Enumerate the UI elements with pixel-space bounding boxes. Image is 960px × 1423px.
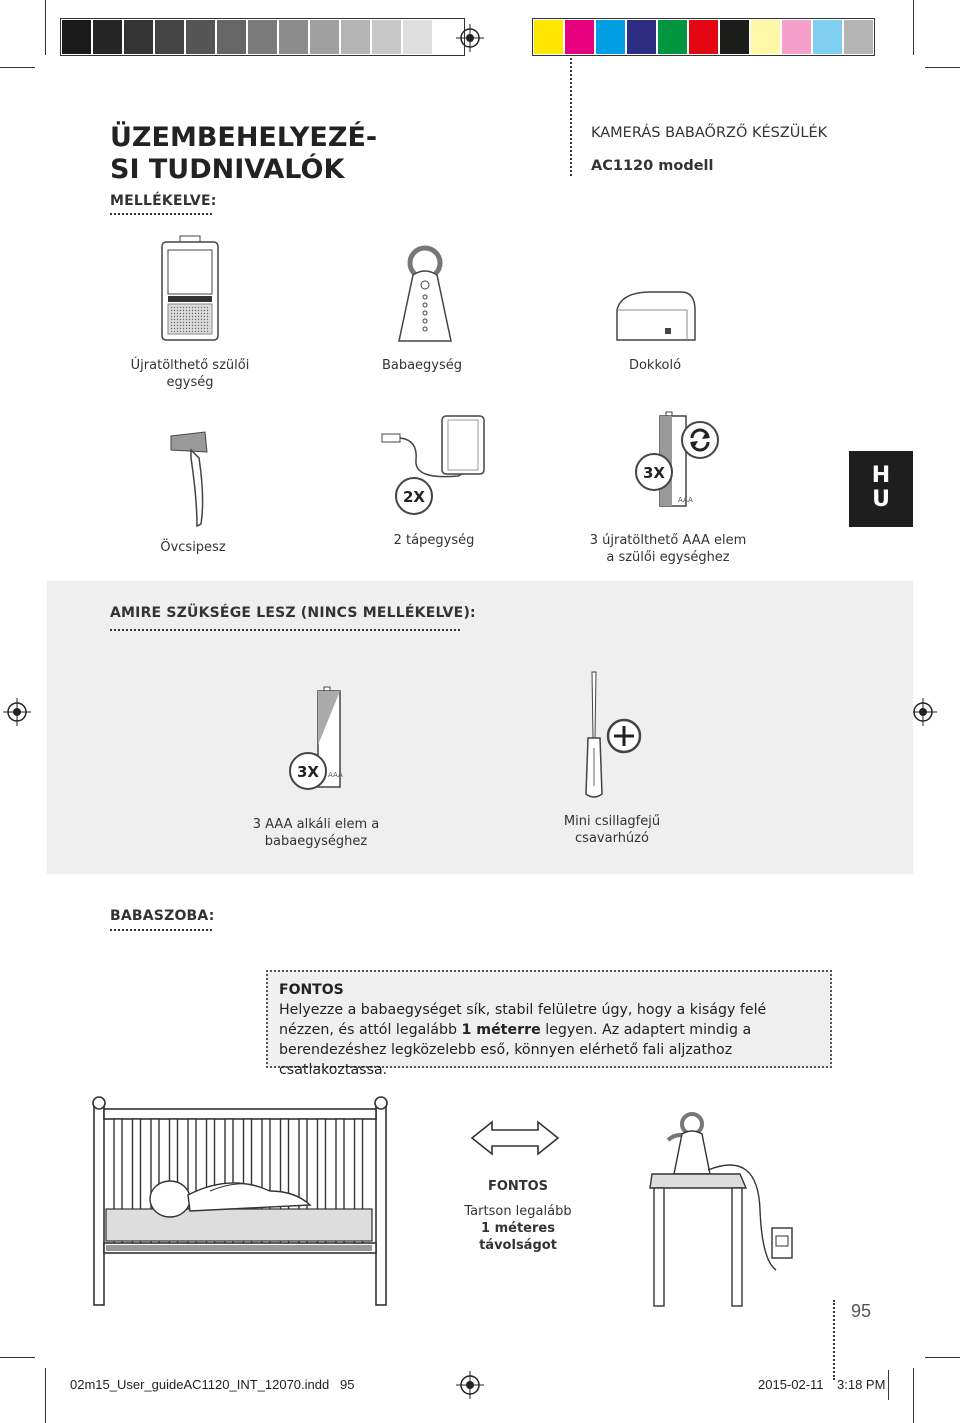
color-bar <box>532 18 875 56</box>
language-letter: U <box>872 487 890 512</box>
caption-line: Újratölthető szülői <box>130 358 250 373</box>
alkaline-battery-icon <box>284 685 356 799</box>
page-number: 95 <box>851 1301 872 1321</box>
distance-title: FONTOS <box>487 1179 549 1194</box>
quantity-badge: 3X <box>642 464 666 482</box>
item-caption <box>580 532 756 566</box>
needed-items-panel <box>47 581 913 874</box>
color-swatch <box>216 19 247 55</box>
important-notice <box>266 970 832 1078</box>
item-caption: Babaegység <box>381 358 463 373</box>
model-name: AC1120 modell <box>591 158 714 174</box>
color-swatch <box>688 19 719 55</box>
footer-date: 2015-02-11 <box>758 1377 824 1392</box>
crop-mark <box>925 67 960 68</box>
registration-target-icon <box>909 698 937 726</box>
heading-underline <box>110 929 212 931</box>
color-swatch <box>371 19 402 55</box>
crop-mark <box>925 1357 960 1358</box>
needed-heading: AMIRE SZÜKSÉGE LESZ (NINCS MELLÉKELVE): <box>110 605 476 621</box>
registration-target-icon <box>456 1371 484 1399</box>
color-swatch <box>154 19 185 55</box>
included-heading: MELLÉKELVE: <box>110 193 217 209</box>
page-vertical-rule <box>833 1300 835 1380</box>
color-swatch <box>402 19 433 55</box>
color-swatch <box>812 19 843 55</box>
color-swatch <box>781 19 812 55</box>
color-swatch <box>595 19 626 55</box>
notice-text: Helyezze a babaegységet sík, stabil felületre úgy, hogy a kiságy felé nézzen, és attól legalább <box>279 1002 767 1038</box>
registration-target-icon <box>456 24 484 52</box>
caption-line: csavarhúzó <box>575 831 649 846</box>
notice-emphasis: 1 méterre <box>461 1022 541 1038</box>
crop-mark <box>913 0 914 55</box>
color-swatch <box>61 19 92 55</box>
dock-icon <box>611 288 697 344</box>
item-caption: Dokkoló <box>628 358 682 373</box>
color-swatch <box>92 19 123 55</box>
crib-illustration <box>90 1095 390 1307</box>
screwdriver-icon <box>578 668 648 802</box>
heading-underline <box>110 629 460 631</box>
crop-mark <box>45 1368 46 1423</box>
color-swatch <box>185 19 216 55</box>
color-swatch <box>657 19 688 55</box>
battery-label: AAA <box>678 496 693 504</box>
item-caption <box>236 816 396 850</box>
baby-unit-on-table-illustration <box>648 1110 804 1310</box>
item-caption: 2 tápegység <box>393 533 475 548</box>
color-swatch <box>247 19 278 55</box>
color-swatch <box>340 19 371 55</box>
dotted-divider <box>570 58 572 176</box>
color-swatch <box>719 19 750 55</box>
color-swatch <box>750 19 781 55</box>
distance-line: távolságot <box>479 1238 557 1253</box>
gray-color-bar <box>60 18 465 56</box>
battery-label: AAA <box>328 771 343 779</box>
crop-mark <box>45 0 46 55</box>
item-caption <box>540 813 684 847</box>
double-arrow-icon <box>470 1118 560 1158</box>
item-caption: Övcsipesz <box>160 540 226 555</box>
caption-line: a szülői egységhez <box>606 550 730 565</box>
title-line: ÜZEMBEHELYEZÉ- <box>110 122 378 153</box>
footer-rule <box>888 1370 889 1400</box>
caption-line: egység <box>166 375 214 390</box>
language-letter: H <box>871 463 891 488</box>
caption-line: babaegységhez <box>264 834 368 849</box>
footer-time: 3:18 PM <box>837 1377 886 1392</box>
caption-line: Mini csillagfejű <box>563 814 661 829</box>
color-swatch <box>309 19 340 55</box>
notice-title: FONTOS <box>279 982 344 998</box>
quantity-badge: 2X <box>402 488 426 506</box>
footer-filename: 02m15_User_guideAC1120_INT_12070.indd 95 <box>70 1377 355 1392</box>
baby-unit-icon <box>395 243 455 345</box>
color-swatch <box>564 19 595 55</box>
caption-line: 3 újratölthető AAA elem <box>589 533 747 548</box>
rechargeable-battery-icon <box>630 408 724 510</box>
heading-underline <box>110 213 212 215</box>
parent-unit-icon <box>158 234 224 344</box>
page-title <box>110 122 390 186</box>
caption-line: 3 AAA alkáli elem a <box>252 817 380 832</box>
color-swatch <box>843 19 874 55</box>
color-swatch <box>278 19 309 55</box>
color-swatch <box>533 19 564 55</box>
title-line: SI TUDNIVALÓK <box>110 154 345 185</box>
color-swatch <box>123 19 154 55</box>
quantity-badge: 3X <box>296 763 320 781</box>
language-tab <box>849 451 913 527</box>
distance-note <box>440 1178 596 1254</box>
color-swatch <box>626 19 657 55</box>
crop-mark <box>913 1368 914 1423</box>
power-adapter-icon <box>378 410 490 520</box>
distance-line: Tartson legalább <box>464 1204 572 1219</box>
belt-clip-icon <box>165 428 215 530</box>
nursery-heading: BABASZOBA: <box>110 908 215 924</box>
product-line: KAMERÁS BABAŐRZŐ KÉSZÜLÉK <box>591 125 828 141</box>
distance-line: 1 méteres <box>481 1221 555 1236</box>
item-caption <box>120 357 260 391</box>
notice-text: legyen. Az adaptert mindig a berendezéshez legközelebb eső, könnyen elérhető fali aljzathoz csatlakoztassa. <box>279 1022 752 1078</box>
crop-mark <box>0 1357 35 1358</box>
registration-target-icon <box>3 698 31 726</box>
crop-mark <box>0 67 35 68</box>
